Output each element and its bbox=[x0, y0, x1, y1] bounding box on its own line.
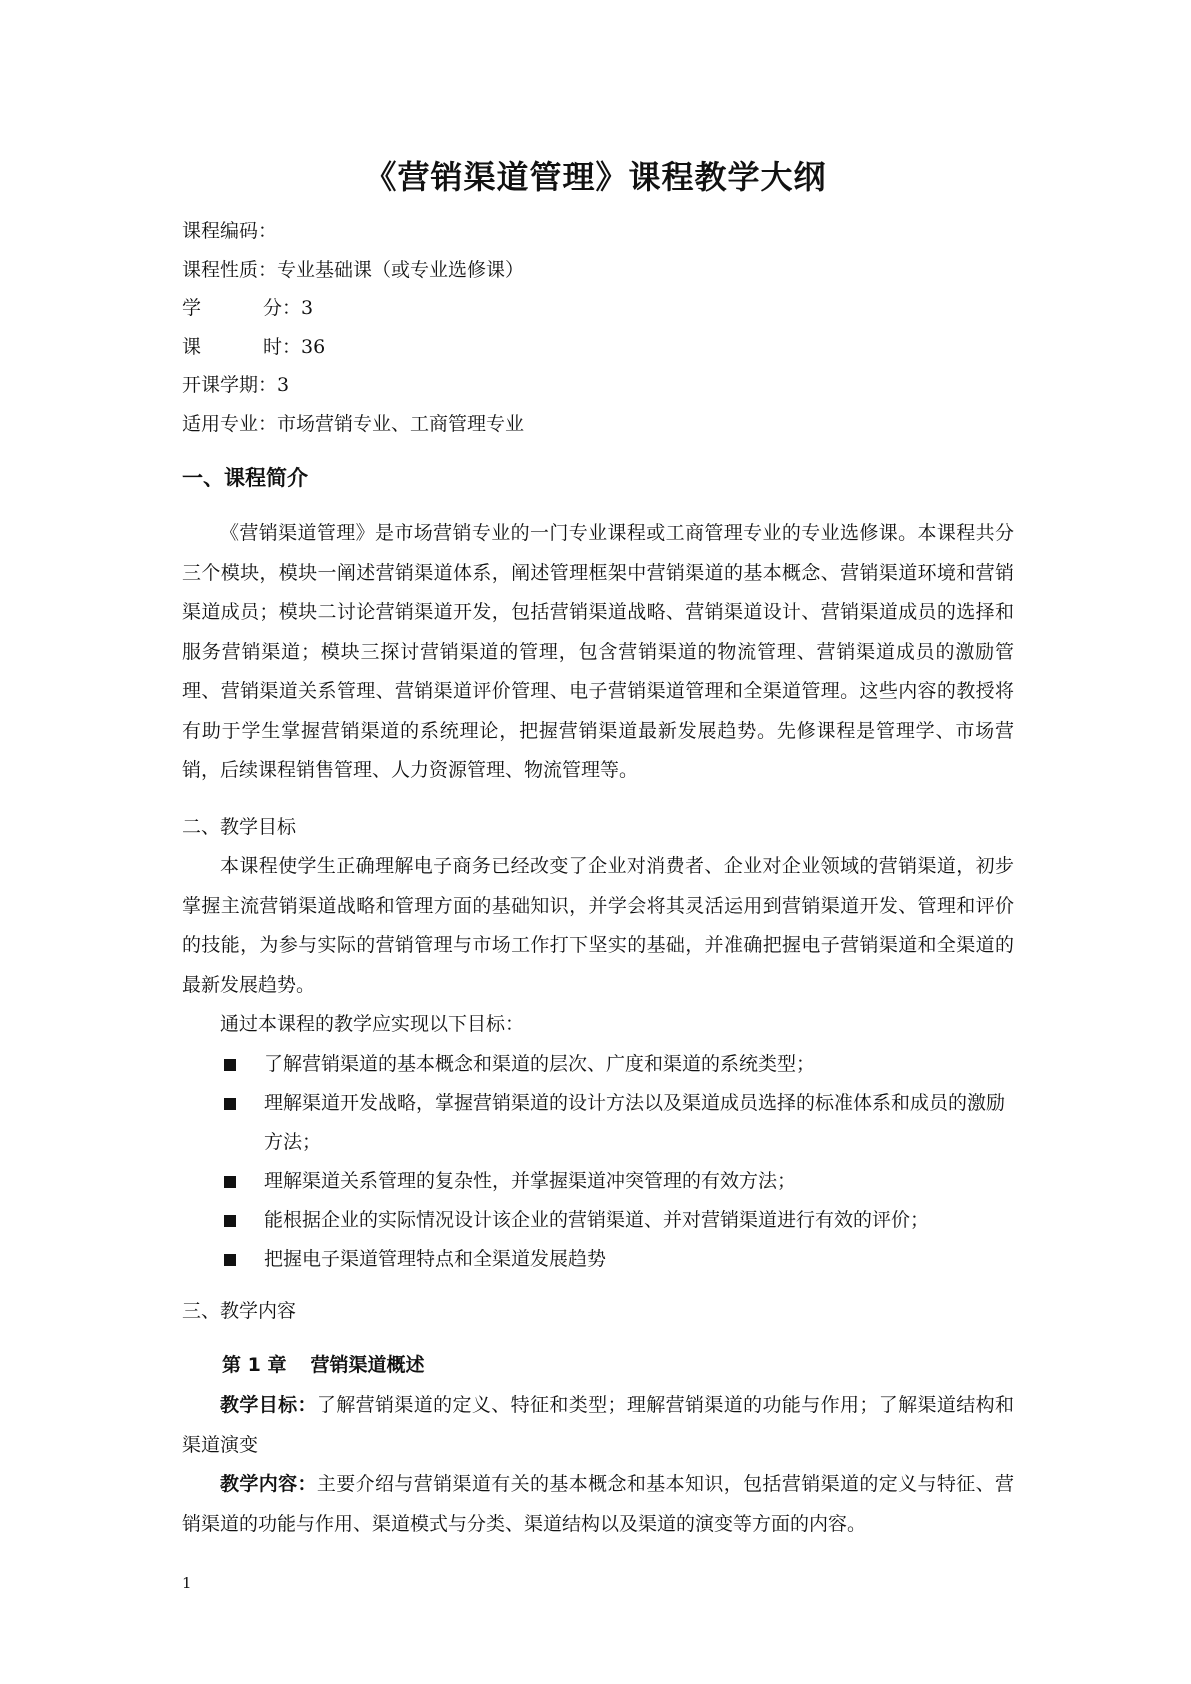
course-meta bbox=[182, 212, 1022, 443]
goal-text: 了解营销渠道的定义、特征和类型；理解营销渠道的功能与作用；了解渠道结构和渠道演变 bbox=[182, 1394, 1014, 1456]
meta-major bbox=[182, 405, 1022, 444]
page-number: 1 bbox=[182, 1574, 192, 1592]
section-2-intro: 通过本课程的教学应实现以下目标： bbox=[220, 1013, 525, 1035]
square-bullet-icon bbox=[224, 1059, 236, 1071]
list-item bbox=[220, 1045, 1014, 1084]
page-title: 《营销渠道管理》课程教学大纲 bbox=[364, 158, 827, 196]
section-3-heading: 三、教学内容 bbox=[182, 1300, 297, 1322]
meta-credit-label: 学 分 bbox=[182, 297, 282, 319]
section-2-paragraph: 本课程使学生正确理解电子商务已经改变了企业对消费者、企业对企业领域的营销渠道，初步掌握主流营销渠道战略和管理方面的基础知识，并学会将其灵活运用到营销渠道开发、管理和评价的技能，为参与实际的营销管理与市场工作打下坚实的基础，并准确把握电子营销渠道和全渠道的最新发展趋势。 bbox=[182, 855, 1014, 996]
section-1-heading: 一、课程简介 bbox=[182, 466, 308, 490]
list-item-text: 把握电子渠道管理特点和全渠道发展趋势 bbox=[264, 1248, 607, 1270]
meta-hours-label: 课 时 bbox=[182, 335, 282, 358]
goals-list bbox=[220, 1045, 1014, 1279]
list-item-text: 了解营销渠道的基本概念和渠道的层次、广度和渠道的系统类型； bbox=[264, 1053, 816, 1075]
meta-semester-label: 开课学期： bbox=[182, 374, 278, 396]
list-item bbox=[220, 1240, 1014, 1279]
content-label: 教学内容： bbox=[220, 1473, 317, 1495]
meta-course-code-label: 课程编码： bbox=[182, 220, 278, 242]
chapter-1-content bbox=[182, 1465, 1014, 1544]
list-item bbox=[220, 1162, 1014, 1201]
section-1-paragraph: 《营销渠道管理》是市场营销专业的一门专业课程或工商管理专业的专业选修课。本课程共分三个模块，模块一阐述营销渠道体系，阐述管理框架中营销渠道的基本概念、营销渠道环境和营销渠道成员；模块二讨论营销渠道开发，包括营销渠道战略、营销渠道设计、营销渠道成员的选择和服务营销渠道；模块三探讨营销渠道的管理，包含营销渠道的物流管理、营销渠道成员的激励管理、营销渠道关系管理、营销渠道评价管理、电子营销渠道管理和全渠道管理。这些内容的教授将有助于学生掌握营销渠道的系统理论，把握营销渠道最新发展趋势。先修课程是管理学、市场营销，后续课程销售管理、人力资源管理、物流管理等。 bbox=[182, 522, 1014, 781]
list-item bbox=[220, 1084, 1014, 1162]
content-text: 主要介绍与营销渠道有关的基本概念和基本知识，包括营销渠道的定义与特征、营销渠道的功能与作用、渠道模式与分类、渠道结构以及渠道的演变等方面的内容。 bbox=[182, 1473, 1014, 1535]
meta-course-nature-label: 课程性质： bbox=[182, 258, 278, 281]
meta-credit-value: ：3 bbox=[282, 297, 314, 319]
meta-semester-value: 3 bbox=[277, 374, 290, 396]
meta-major-label: 适用专业： bbox=[182, 412, 278, 435]
chapter-number: 第 1 章 bbox=[222, 1354, 287, 1376]
list-item bbox=[220, 1201, 1014, 1240]
square-bullet-icon bbox=[224, 1176, 236, 1188]
list-item-text: 能根据企业的实际情况设计该企业的营销渠道、并对营销渠道进行有效的评价； bbox=[264, 1209, 930, 1231]
meta-hours-value: ：36 bbox=[282, 335, 326, 358]
meta-course-code bbox=[182, 212, 1022, 251]
list-item-text: 理解渠道关系管理的复杂性，并掌握渠道冲突管理的有效方法； bbox=[264, 1170, 797, 1192]
meta-major-value: 市场营销专业、工商管理专业 bbox=[277, 412, 525, 435]
goal-label: 教学目标： bbox=[220, 1394, 317, 1416]
chapter-title: 营销渠道概述 bbox=[310, 1354, 425, 1376]
square-bullet-icon bbox=[224, 1215, 236, 1227]
meta-course-nature-value: 专业基础课（或专业选修课） bbox=[277, 258, 525, 281]
list-item-text: 理解渠道开发战略，掌握营销渠道的设计方法以及渠道成员选择的标准体系和成员的激励方法； bbox=[264, 1092, 1006, 1153]
meta-hours bbox=[182, 328, 1022, 367]
chapter-1-goal bbox=[182, 1386, 1014, 1465]
meta-course-nature bbox=[182, 251, 1022, 290]
square-bullet-icon bbox=[224, 1098, 236, 1110]
section-2-heading: 二、教学目标 bbox=[182, 816, 297, 838]
square-bullet-icon bbox=[224, 1254, 236, 1266]
meta-credit bbox=[182, 289, 1022, 328]
meta-semester bbox=[182, 366, 1022, 405]
chapter-1-heading bbox=[222, 1350, 424, 1377]
